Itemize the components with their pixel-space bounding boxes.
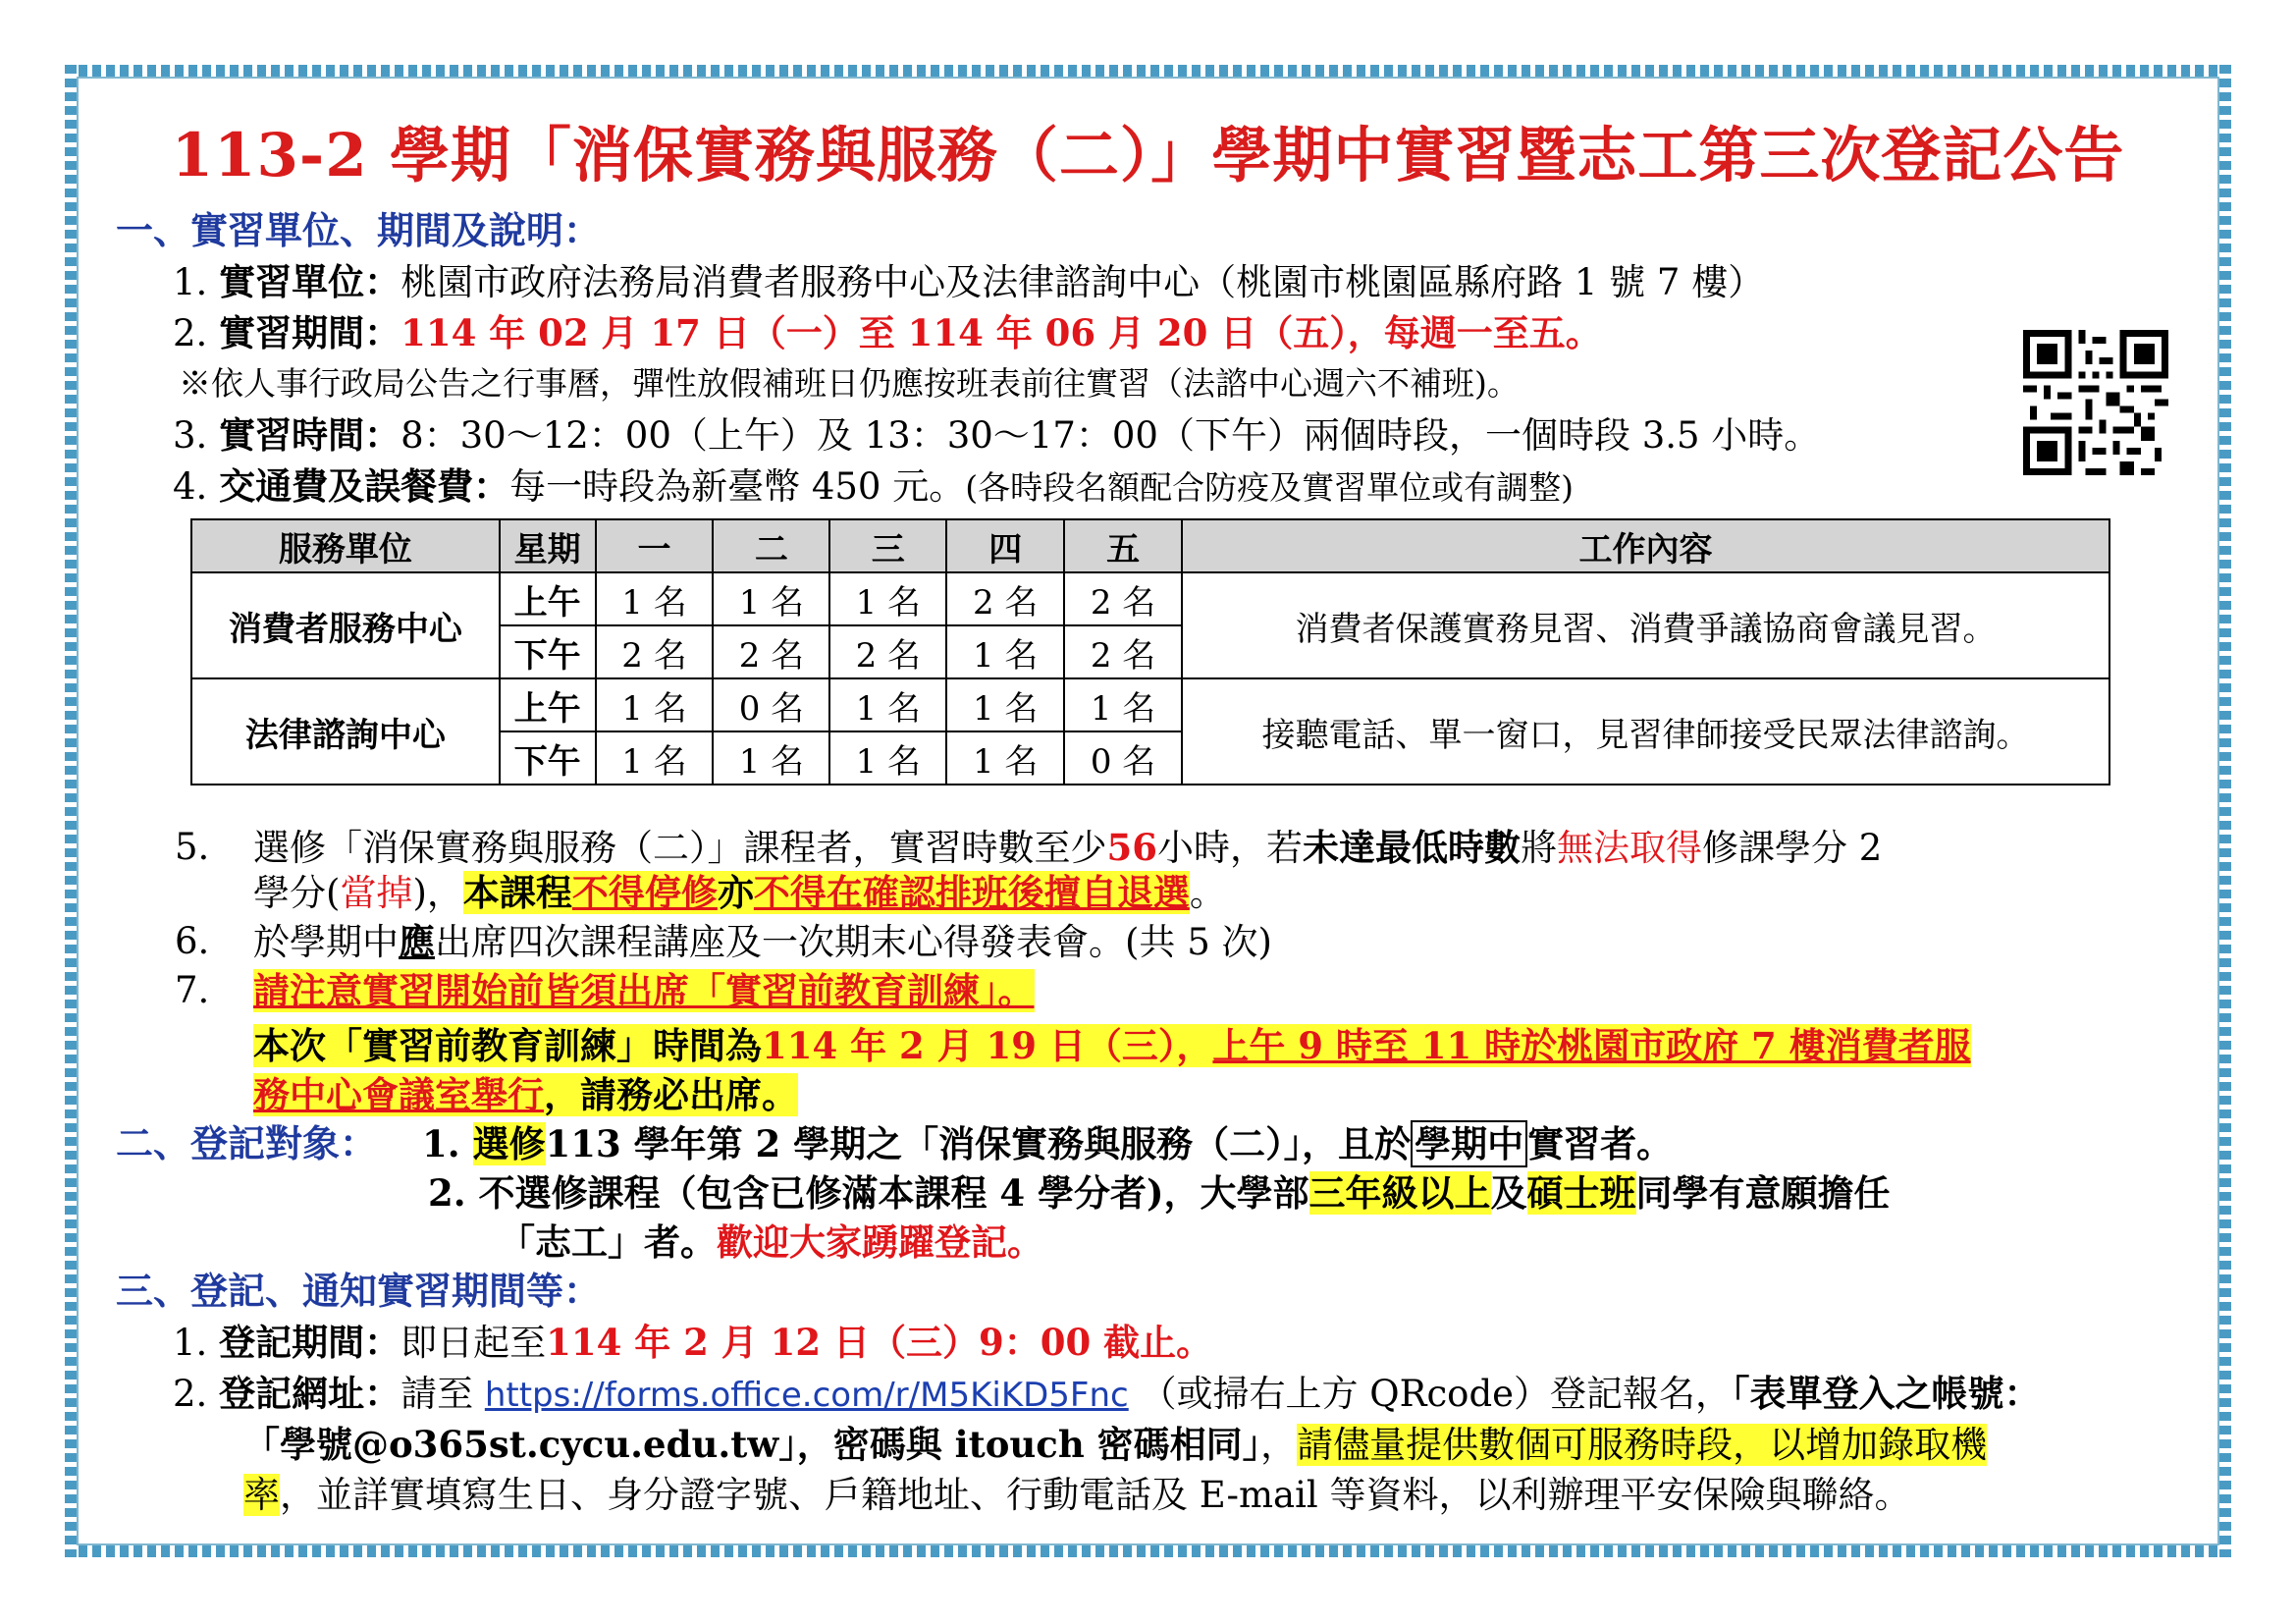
period-cell: 上午 bbox=[500, 572, 596, 625]
text-run: 將 bbox=[1521, 827, 1557, 869]
item-number: 1. bbox=[173, 261, 208, 303]
count-cell: 2 名 bbox=[1064, 572, 1182, 625]
count-cell: 1 名 bbox=[946, 731, 1064, 785]
text-run: 114 年 2 月 19 日（三）， bbox=[762, 1024, 1213, 1067]
text-run: 三年級以上 bbox=[1308, 1171, 1491, 1215]
unit-cell: 法律諮詢中心 bbox=[191, 678, 500, 785]
text-run: 碩士班 bbox=[1526, 1171, 1636, 1215]
text-run: 率 bbox=[243, 1474, 280, 1516]
unit-cell: 消費者服務中心 bbox=[191, 572, 500, 678]
period-cell: 下午 bbox=[500, 731, 596, 785]
item-label: 登記期間： bbox=[219, 1321, 401, 1364]
count-cell: 2 名 bbox=[596, 625, 714, 678]
item7-line2 bbox=[253, 1021, 1971, 1071]
text-run: 務中心會議室舉行 bbox=[253, 1073, 544, 1116]
page-title: 113-2 學期「消保實務與服務（二）」學期中實習暨志工第三次登記公告 bbox=[171, 121, 2125, 190]
section2-heading: 二、登記對象： bbox=[116, 1121, 378, 1165]
item7-line3 bbox=[253, 1070, 798, 1120]
item-number: 4. bbox=[173, 465, 208, 508]
text-run: 亦 bbox=[717, 871, 754, 914]
count-cell: 2 名 bbox=[946, 572, 1064, 625]
text-run: 修課學分 2 bbox=[1702, 827, 1883, 869]
section1-item4 bbox=[173, 461, 1574, 513]
count-cell: 2 名 bbox=[1064, 625, 1182, 678]
section3-item2-line2 bbox=[243, 1420, 1987, 1470]
item6-number: 6. bbox=[175, 920, 210, 962]
text-run: 114 年 2 月 12 日（三）9：00 截止。 bbox=[546, 1321, 1213, 1364]
text-run: 出席四次課程講座及一次期末心得發表會。(共 5 次) bbox=[435, 921, 1272, 963]
item-label: 實習單位： bbox=[219, 260, 401, 303]
text-run: 請儘量提供數個可服務時段，以增加錄取機 bbox=[1297, 1424, 1988, 1466]
count-cell: 1 名 bbox=[946, 625, 1064, 678]
text-run: 選修 bbox=[472, 1122, 546, 1165]
text-run: 選修「消保實務與服務（二）」課程者，實習時數至少 bbox=[253, 827, 1107, 869]
section1-item1 bbox=[173, 257, 1764, 307]
work-cell: 接聽電話、單一窗口，見習律師接受民眾法律諮詢。 bbox=[1182, 678, 2109, 785]
item-text: 8：30～12：00（上午）及 13：30～17：00（下午）兩個時段，一個時段 3.5 小時。 bbox=[400, 414, 1821, 457]
header-thu: 四 bbox=[946, 519, 1064, 572]
text-run: 歡迎大家踴躍登記。 bbox=[717, 1220, 1043, 1264]
qr-code-icon[interactable] bbox=[2023, 330, 2168, 475]
item-label: 交通費及誤餐費： bbox=[219, 464, 510, 508]
text-run: 應 bbox=[399, 920, 435, 963]
item-number: 1. bbox=[173, 1322, 208, 1364]
text-run: 1. bbox=[422, 1122, 460, 1165]
count-cell: 1 名 bbox=[596, 572, 714, 625]
text-run: 本課程 bbox=[462, 871, 572, 914]
text-run: ，並詳實填寫生日、身分證字號、戶籍地址、行動電話及 E-mail 等資料，以利辦理平安保險與聯絡。 bbox=[280, 1474, 1911, 1516]
item7-number: 7. bbox=[175, 969, 210, 1011]
header-weekday: 星期 bbox=[500, 519, 596, 572]
text-run: 「表單登入之帳號： bbox=[1732, 1372, 2041, 1415]
period-cell: 下午 bbox=[500, 625, 596, 678]
item6-line bbox=[253, 917, 1272, 967]
text-run: 未達最低時數 bbox=[1303, 826, 1521, 869]
count-cell: 1 名 bbox=[713, 572, 829, 625]
header-tue: 二 bbox=[713, 519, 829, 572]
section3-heading: 三、登記、通知實習期間等： bbox=[116, 1269, 602, 1313]
section3-item2-line1 bbox=[173, 1369, 2041, 1420]
section1-item2 bbox=[173, 308, 1602, 358]
header-mon: 一 bbox=[596, 519, 714, 572]
count-cell: 2 名 bbox=[829, 625, 946, 678]
item-label: 實習期間： bbox=[219, 311, 401, 354]
text-run: )， bbox=[412, 872, 463, 914]
count-cell: 1 名 bbox=[713, 731, 829, 785]
item-number: 3. bbox=[173, 414, 208, 457]
text-run: 無法取得 bbox=[1557, 827, 1702, 869]
section2-line1 bbox=[422, 1119, 1673, 1168]
text-run: 請注意實習開始前皆須出席「實習前教育訓練」。 bbox=[253, 969, 1035, 1012]
count-cell: 1 名 bbox=[829, 572, 946, 625]
count-cell: 1 名 bbox=[946, 678, 1064, 731]
section3-item1 bbox=[173, 1318, 1212, 1368]
text-run: 及 bbox=[1490, 1171, 1527, 1215]
text-run: （或掃右上方 QRcode）登記報名， bbox=[1140, 1373, 1733, 1415]
work-cell: 消費者保護實務見習、消費爭議協商會議見習。 bbox=[1182, 572, 2109, 678]
count-cell: 1 名 bbox=[596, 731, 714, 785]
count-cell: 2 名 bbox=[713, 625, 829, 678]
count-cell: 1 名 bbox=[829, 678, 946, 731]
table-row bbox=[191, 572, 2109, 625]
text-run: 請至 bbox=[400, 1373, 474, 1415]
header-unit: 服務單位 bbox=[191, 519, 500, 572]
item-text: 每一時段為新臺幣 450 元。 bbox=[509, 465, 966, 508]
item-note: (各時段名額配合防疫及實習單位或有調整) bbox=[965, 468, 1574, 507]
border-band-bottom bbox=[65, 1545, 2231, 1557]
schedule-table bbox=[190, 518, 2110, 785]
section2-line3 bbox=[499, 1218, 1043, 1267]
item5-number: 5. bbox=[175, 826, 210, 868]
period-cell: 上午 bbox=[500, 678, 596, 731]
item5-line2 bbox=[253, 868, 1226, 918]
text-run: ，請務必出席。 bbox=[544, 1073, 798, 1116]
table-header-row bbox=[191, 519, 2109, 572]
count-cell: 0 名 bbox=[1064, 731, 1182, 785]
text-run: 2. 不選修課程（包含已修滿本課程 4 學分者)，大學部 bbox=[428, 1171, 1309, 1215]
text-run: 學期中 bbox=[1411, 1120, 1527, 1167]
text-run: 本次「實習前教育訓練」時間為 bbox=[253, 1024, 762, 1067]
text-run: 不得在確認排班後擅自退選 bbox=[753, 871, 1190, 914]
text-run: 於學期中 bbox=[253, 921, 399, 963]
section1-note: ※依人事行政局公告之行事曆，彈性放假補班日仍應按班表前往實習（法諮中心週六不補班)。 bbox=[179, 364, 1520, 403]
text-run: 上午 9 時至 11 時於桃園市政府 7 樓消費者服 bbox=[1212, 1024, 1971, 1067]
header-fri: 五 bbox=[1064, 519, 1182, 572]
item-number: 2. bbox=[173, 1373, 208, 1415]
count-cell: 1 名 bbox=[596, 678, 714, 731]
count-cell: 0 名 bbox=[713, 678, 829, 731]
text-run: ， bbox=[1260, 1424, 1298, 1466]
item5-line1 bbox=[253, 823, 1882, 873]
item7-line1 bbox=[253, 966, 1035, 1016]
section1-heading: 一、實習單位、期間及說明： bbox=[116, 208, 602, 252]
section1-item3 bbox=[173, 410, 1820, 460]
text-run: 。 bbox=[1189, 872, 1226, 914]
header-work: 工作內容 bbox=[1182, 519, 2109, 572]
text-run: 小時，若 bbox=[1157, 827, 1303, 869]
item-text: 114 年 02 月 17 日（一）至 114 年 06 月 20 日（五），每週一至五。 bbox=[400, 311, 1602, 354]
border-band-left bbox=[65, 65, 77, 1557]
item-label: 登記網址： bbox=[219, 1372, 401, 1415]
count-cell: 1 名 bbox=[829, 731, 946, 785]
section3-item2-line3 bbox=[243, 1471, 1911, 1520]
text-run: 當掉 bbox=[340, 872, 413, 914]
text-run: 即日起至 bbox=[400, 1322, 547, 1364]
text-run: 不得停修 bbox=[571, 871, 718, 914]
text-run: 「志工」者。 bbox=[499, 1220, 717, 1264]
table-row bbox=[191, 678, 2109, 731]
hours-value: 56 bbox=[1106, 826, 1157, 869]
item-label: 實習時間： bbox=[219, 413, 401, 457]
item-number: 2. bbox=[173, 312, 208, 354]
text-run: 「學號@o365st.cycu.edu.tw」，密碼與 itouch 密碼相同」 bbox=[243, 1423, 1261, 1466]
item-text: 桃園市政府法務局消費者服務中心及法律諮詢中心（桃園市桃園區縣府路 1 號 7 樓） bbox=[400, 261, 1765, 303]
registration-link[interactable]: https://forms.office.com/r/M5KiKD5Fnc bbox=[484, 1376, 1129, 1415]
text-run: 同學有意願擔任 bbox=[1635, 1171, 1891, 1215]
border-band-top bbox=[65, 65, 2231, 77]
border-band-right bbox=[2219, 65, 2231, 1557]
section2-line2 bbox=[428, 1168, 1891, 1218]
header-wed: 三 bbox=[829, 519, 946, 572]
text-run: 實習者。 bbox=[1527, 1122, 1674, 1165]
text-run: 學分( bbox=[253, 872, 341, 914]
count-cell: 1 名 bbox=[1064, 678, 1182, 731]
text-run: 113 學年第 2 學期之「消保實務與服務（二）」，且於 bbox=[545, 1122, 1412, 1165]
